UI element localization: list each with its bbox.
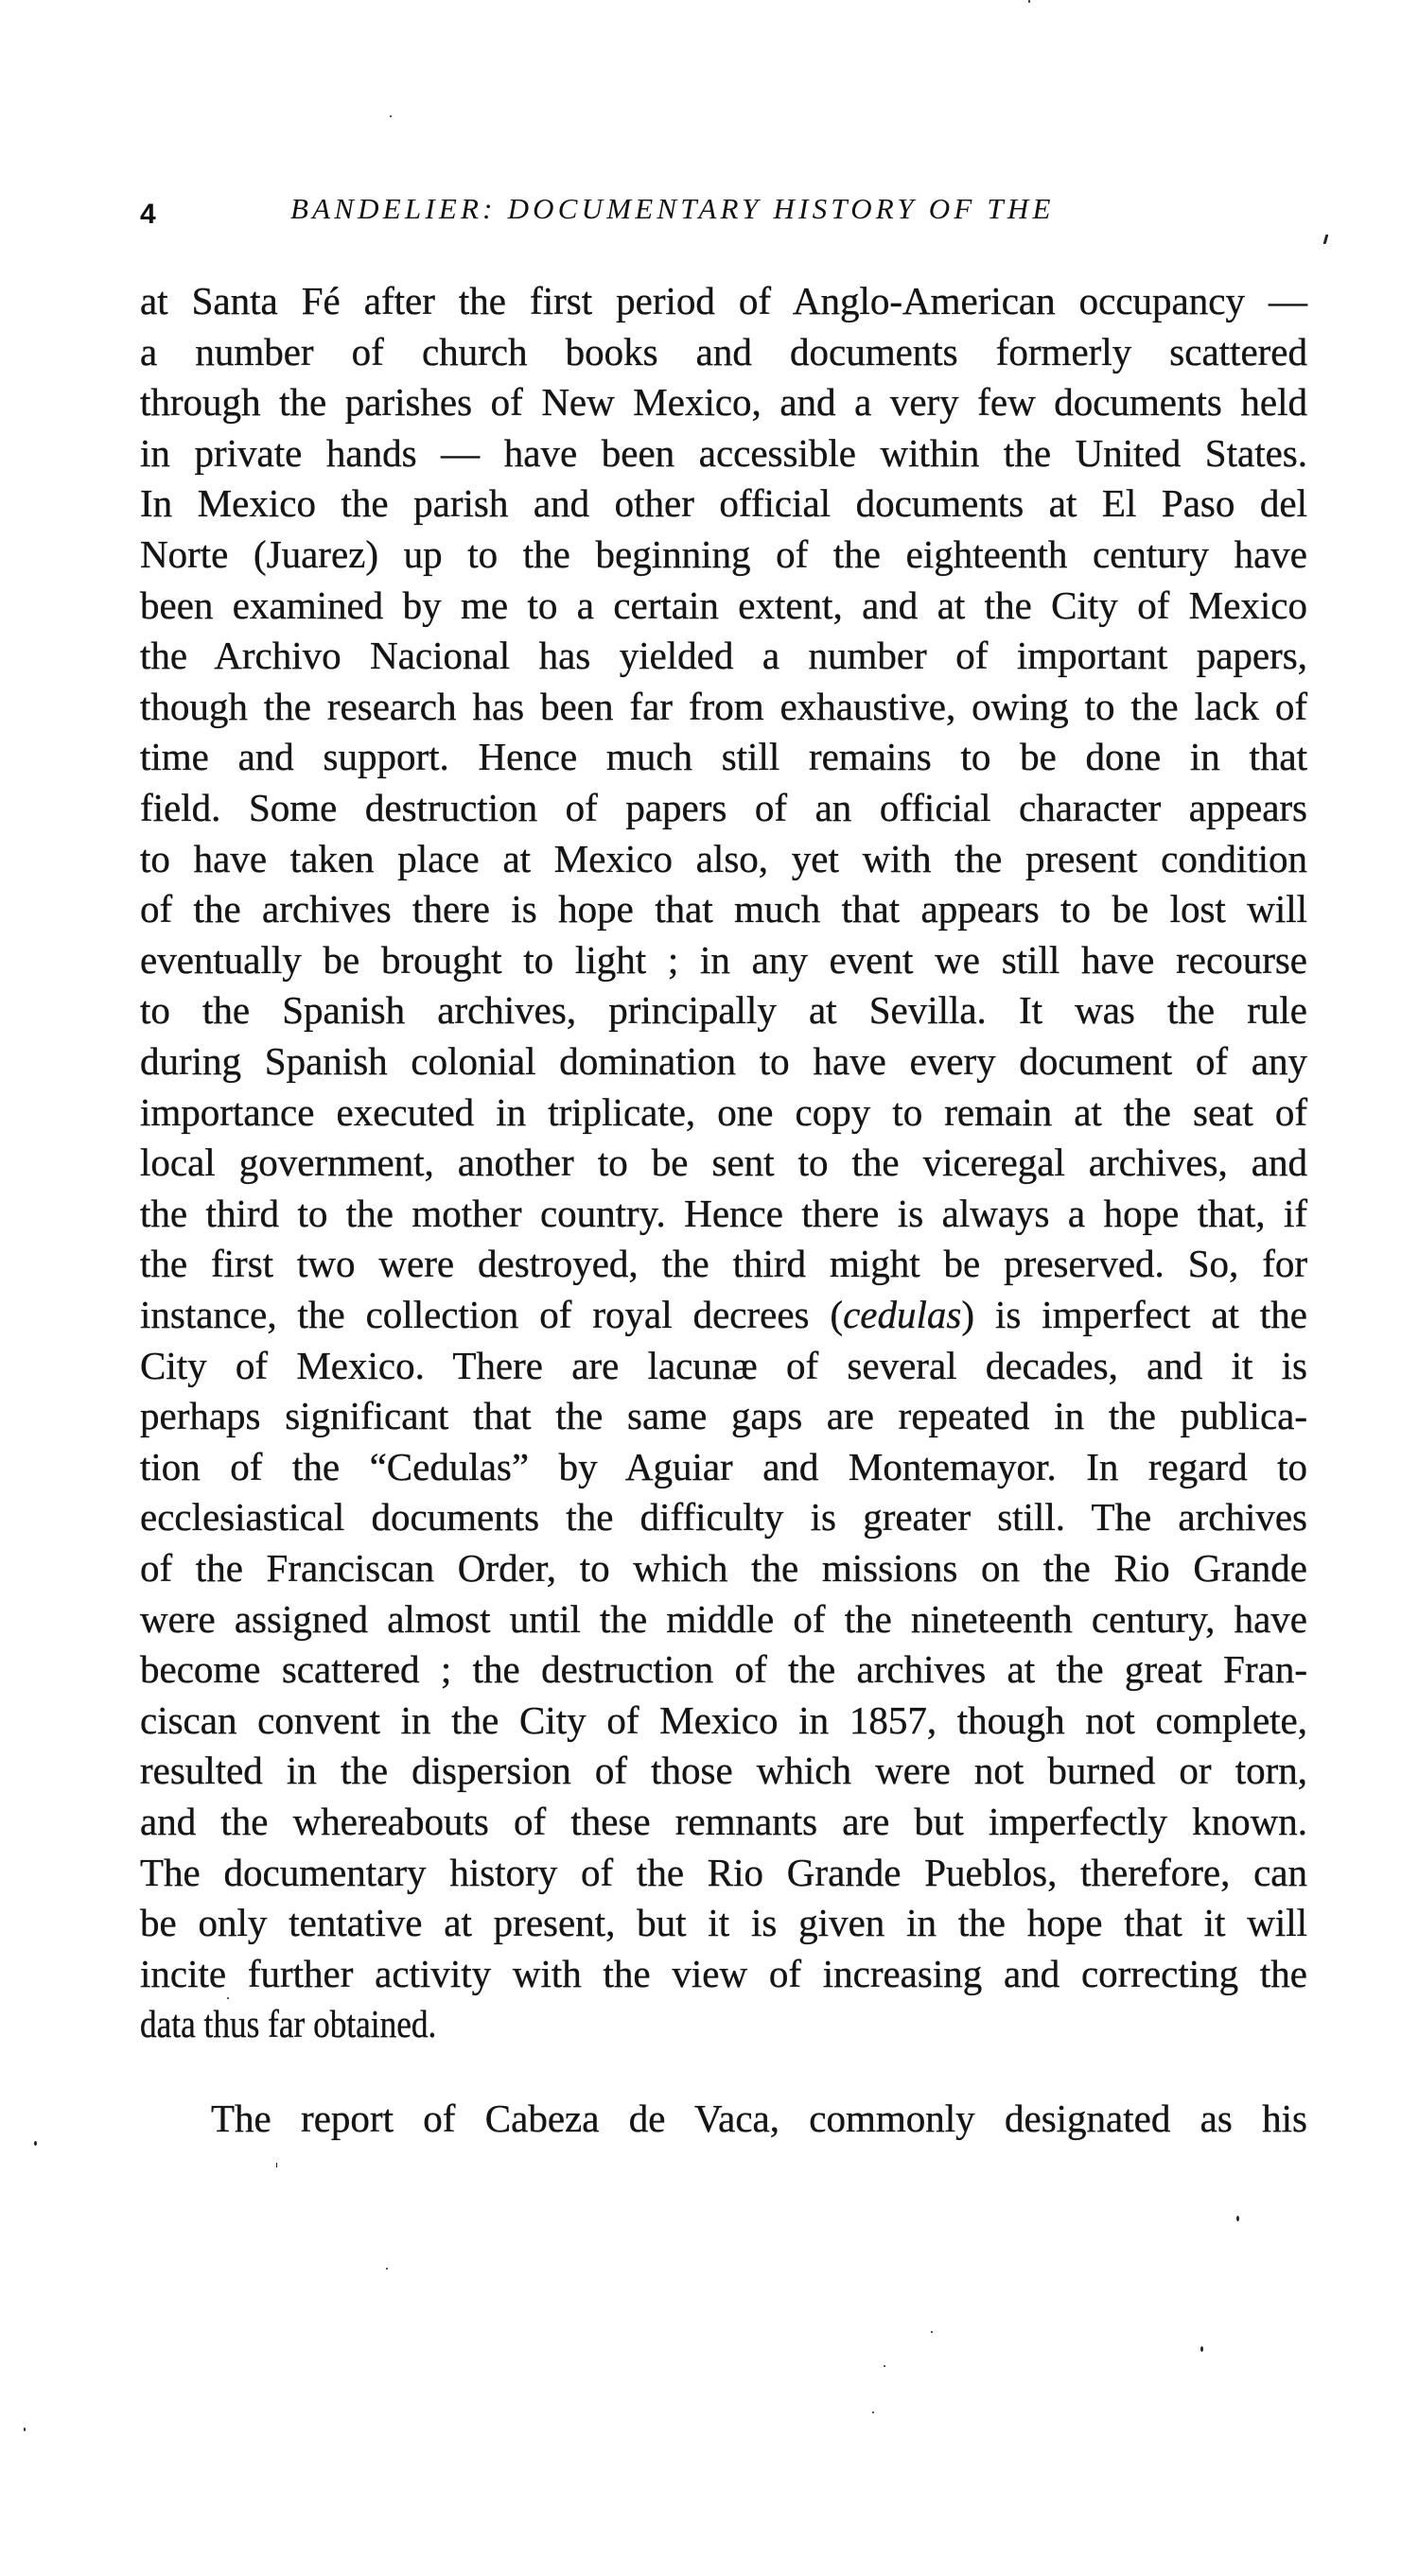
text-line: were assigned almost until the middle of the nineteenth century, have bbox=[140, 1596, 1307, 1641]
scan-speck bbox=[872, 2411, 874, 2413]
text-line: ecclesiastical documents the difficulty is greater still. The archives bbox=[140, 1495, 1307, 1540]
text-line: instance, the collection of royal decrees (cedulas) is imperfect at the bbox=[140, 1293, 1307, 1336]
text-line: eventually be brought to light ; in any event we still have recourse bbox=[140, 937, 1307, 982]
text-line: resulted in the dispersion of those which were not burned or torn, bbox=[140, 1749, 1307, 1793]
text-line: through the parishes of New Mexico, and a very few documents held bbox=[140, 380, 1307, 425]
text-line: of the Franciscan Order, to which the missions on the Rio Grande bbox=[140, 1546, 1307, 1590]
running-head bbox=[140, 185, 1171, 231]
scan-speck bbox=[276, 2163, 277, 2167]
italic-term: cedulas bbox=[843, 1293, 962, 1336]
scan-speck bbox=[1236, 2216, 1239, 2221]
text-line: to the Spanish archives, principally at Sevilla. It was the rule bbox=[140, 988, 1307, 1033]
text-line: of the archives there is hope that much that appears to be lost will bbox=[140, 887, 1307, 931]
page-number: 4 bbox=[140, 199, 156, 230]
scan-speck bbox=[1028, 0, 1030, 3]
scan-speck bbox=[1200, 2346, 1203, 2352]
text-line: a number of church books and documents formerly scattered bbox=[140, 329, 1307, 374]
scan-speck bbox=[884, 2365, 885, 2367]
text-line: and the whereabouts of these remnants are but imperfectly known. bbox=[140, 1800, 1307, 1843]
text-line: be only tentative at present, but it is given in the hope that it will bbox=[140, 1901, 1307, 1945]
scan-speck bbox=[931, 2331, 933, 2333]
text-line: perhaps significant that the same gaps are repeated in the publica- bbox=[140, 1394, 1307, 1438]
text-line: City of Mexico. There are lacunæ of several decades, and it is bbox=[140, 1343, 1307, 1387]
running-title: BANDELIER: DOCUMENTARY HISTORY OF THE bbox=[290, 192, 1055, 225]
text-line: during Spanish colonial domination to have every document of any bbox=[140, 1039, 1307, 1083]
scan-speck bbox=[386, 2268, 388, 2270]
text-line: the first two were destroyed, the third might be preserved. So, for bbox=[140, 1242, 1307, 1286]
text-line: incite further activity with the view of increasing and correcting the bbox=[140, 1951, 1307, 1995]
text-line: in private hands — have been accessible within the United States. bbox=[140, 430, 1307, 475]
text-line: field. Some destruction of papers of an official character appears bbox=[140, 786, 1307, 829]
scan-speck bbox=[1323, 235, 1329, 244]
text-line: time and support. Hence much still remains to be done in that bbox=[140, 735, 1307, 779]
scan-speck bbox=[227, 1997, 229, 1999]
text-line: data thus far obtained. bbox=[140, 2002, 437, 2046]
scan-speck bbox=[34, 2141, 37, 2146]
scan-speck bbox=[24, 2428, 26, 2431]
text-line: importance executed in triplicate, one copy to remain at the seat of bbox=[140, 1089, 1307, 1134]
text-line: The documentary history of the Rio Grande Pueblos, therefore, can bbox=[140, 1850, 1307, 1894]
text-line: though the research has been far from exhaustive, owing to the lack of bbox=[140, 684, 1307, 728]
scan-speck bbox=[390, 115, 392, 117]
text-line: In Mexico the parish and other official documents at El Paso del bbox=[140, 481, 1307, 526]
text-line: become scattered ; the destruction of the archives at the great Fran- bbox=[140, 1647, 1307, 1692]
text-line: the Archivo Nacional has yielded a number of important papers, bbox=[140, 634, 1307, 678]
text-line: The report of Cabeza de Vaca, commonly designated as his bbox=[211, 2097, 1307, 2140]
text-line: ciscan convent in the City of Mexico in 1857, though not complete, bbox=[140, 1697, 1307, 1742]
text-line: the third to the mother country. Hence there is always a hope that, if bbox=[140, 1191, 1307, 1235]
text-line: to have taken place at Mexico also, yet with the present condition bbox=[140, 836, 1307, 880]
text-line: been examined by me to a certain extent, and at the City of Mexico bbox=[140, 583, 1307, 627]
text-line: tion of the “Cedulas” by Aguiar and Montemayor. In regard to bbox=[140, 1444, 1307, 1488]
text-line: Norte (Juarez) up to the beginning of the eighteenth century have bbox=[140, 532, 1307, 576]
text-line: local government, another to be sent to the viceregal archives, and bbox=[140, 1140, 1307, 1185]
text-line: at Santa Fé after the first period of Anglo-American occupancy — bbox=[140, 279, 1307, 322]
